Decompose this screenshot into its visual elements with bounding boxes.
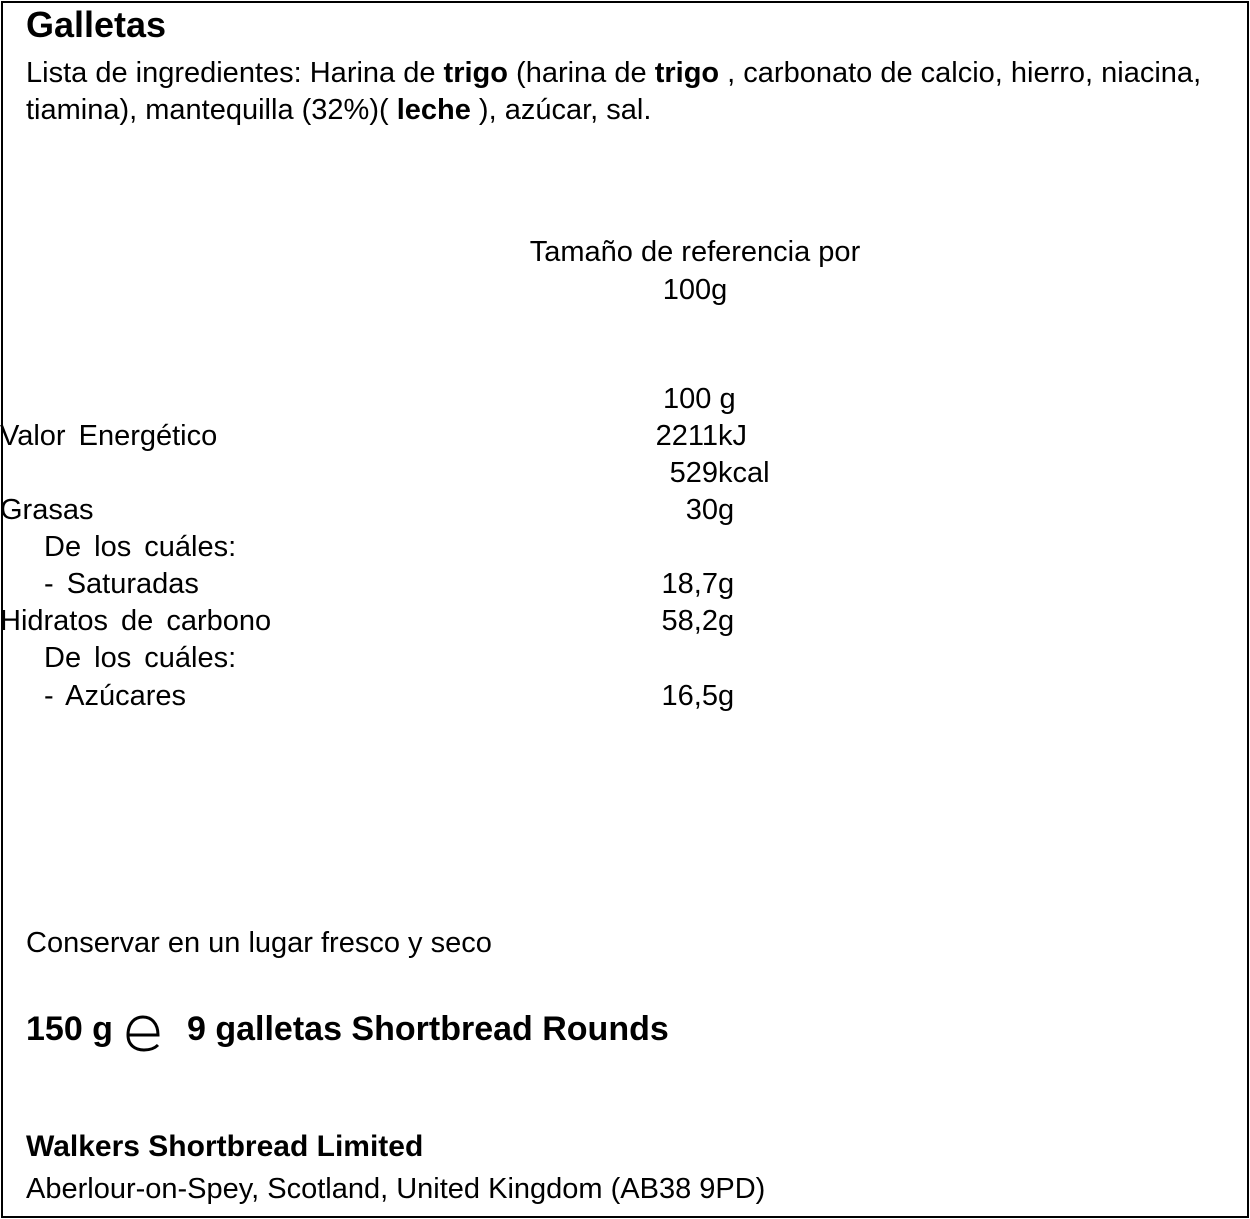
reference-size-header [430,233,960,309]
nutrition-value-saturated: 18,7 [661,568,718,600]
nutrition-unit-fat: g [718,494,735,526]
allergen-wheat: trigo [443,57,508,89]
net-quantity: 150 g [26,1010,113,1048]
company-address: Aberlour-on-Spey, Scotland, United Kingdom (AB38 9PD) [26,1173,766,1205]
nutrition-value-sugars: 16,5 [661,680,718,712]
ingredients-part: ), azúcar, sal. [470,94,652,126]
allergen-milk: leche [396,94,471,126]
nutrition-label-fat: Grasas [0,494,94,526]
nutrition-label-of-which: De los cuáles: [44,642,237,674]
nutrition-unit-energy-kcal: kcal [718,457,770,489]
allergen-wheat: trigo [654,57,720,89]
nutrition-value-energy-kj: 2211 [655,420,718,452]
reference-size-line1: Tamaño de referencia por [529,236,861,268]
nutrition-label-energy: Valor Energético [0,420,218,452]
nutrition-label-sugars: - Azúcares [44,680,186,712]
storage-instructions: Conservar en un lugar fresco y seco [26,927,492,959]
e-mark-icon [124,1009,164,1053]
nutrition-value-fat: 30 [685,494,718,526]
ingredients-part: Lista de ingredientes: Harina de [26,57,444,89]
nutrition-label-saturated: - Saturadas [44,568,199,600]
nutrition-unit-sugars: g [718,680,735,712]
nutrition-column-header: 100 g [663,383,736,415]
ingredients-part: , carbonato de calcio, hierro, niacina, tiamina), mantequilla (32%)( [26,57,1202,126]
nutrition-label-carbohydrates: Hidratos de carbono [0,605,272,637]
nutrition-value-carbohydrates: 58,2 [661,605,718,637]
reference-size-line2: 100g [662,274,728,306]
nutrition-unit-energy-kj: kJ [718,420,747,452]
nutrition-label-of-which: De los cuáles: [44,531,237,563]
nutrition-value-energy-kcal: 529 [669,457,718,489]
ingredients-part: (harina de [507,57,655,89]
product-title: Galletas [26,4,167,45]
nutrition-unit-saturated: g [718,568,735,600]
product-description: 9 galletas Shortbread Rounds [187,1010,669,1048]
company-name: Walkers Shortbread Limited [26,1130,424,1163]
nutrition-unit-carbohydrates: g [718,605,735,637]
ingredients-list [26,55,1206,129]
